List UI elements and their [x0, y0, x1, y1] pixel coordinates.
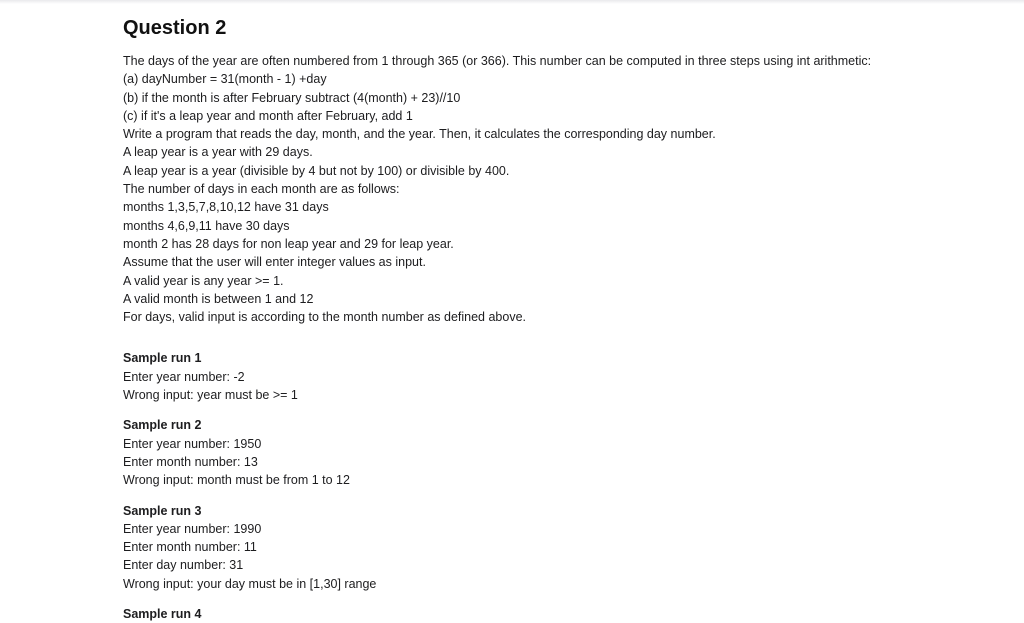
- sample-run-3: [123, 502, 1003, 593]
- problem-line: A leap year is a year (divisible by 4 but not by 100) or divisible by 400.: [123, 163, 510, 178]
- document-body: [123, 14, 1003, 623]
- sample-run-line: Enter year number: 1950: [123, 436, 262, 451]
- problem-line: A valid month is between 1 and 12: [123, 291, 314, 306]
- sample-run-heading: Sample run 4: [123, 607, 202, 622]
- sample-run-line: Wrong input: month must be from 1 to 12: [123, 473, 350, 488]
- problem-line: months 1,3,5,7,8,10,12 have 31 days: [123, 200, 329, 215]
- sample-run-line: Wrong input: your day must be in [1,30] range: [123, 576, 377, 591]
- problem-line: The days of the year are often numbered from 1 through 365 (or 366). This number can be computed in three steps using int arithmetic:: [123, 54, 872, 68]
- problem-line: For days, valid input is according to the month number as defined above.: [123, 310, 527, 325]
- problem-line: A leap year is a year with 29 days.: [123, 145, 313, 160]
- sample-run-heading: Sample run 3: [123, 503, 202, 518]
- sample-run-line: Enter month number: 13: [123, 454, 258, 469]
- sample-run-line: Enter year number: -2: [123, 369, 245, 384]
- problem-line: Write a program that reads the day, month, and the year. Then, it calculates the corresponding day number.: [123, 127, 716, 142]
- sample-run-heading: Sample run 1: [123, 351, 202, 366]
- problem-line: (b) if the month is after February subtract (4(month) + 23)//10: [123, 90, 461, 105]
- problem-line: month 2 has 28 days for non leap year and 29 for leap year.: [123, 236, 454, 251]
- problem-line: Assume that the user will enter integer values as input.: [123, 255, 426, 270]
- top-divider: [0, 0, 1024, 4]
- sample-run-2: [123, 416, 1003, 489]
- sample-run-1: [123, 349, 1003, 404]
- sample-run-line: Enter day number: 31: [123, 558, 244, 573]
- sample-run-4: [123, 605, 1003, 623]
- question-title: Question 2: [123, 17, 227, 39]
- problem-line: The number of days in each month are as follows:: [123, 182, 400, 197]
- problem-line: months 4,6,9,11 have 30 days: [123, 218, 290, 233]
- sample-run-line: Enter month number: 11: [123, 540, 257, 555]
- problem-line: (c) if it's a leap year and month after February, add 1: [123, 108, 413, 123]
- problem-statement: [123, 52, 1003, 326]
- sample-run-heading: Sample run 2: [123, 418, 202, 433]
- sample-run-line: Wrong input: year must be >= 1: [123, 388, 298, 403]
- problem-line: A valid year is any year >= 1.: [123, 273, 284, 288]
- problem-line: (a) dayNumber = 31(month - 1) +day: [123, 72, 327, 87]
- sample-run-line: Enter year number: 1990: [123, 521, 262, 536]
